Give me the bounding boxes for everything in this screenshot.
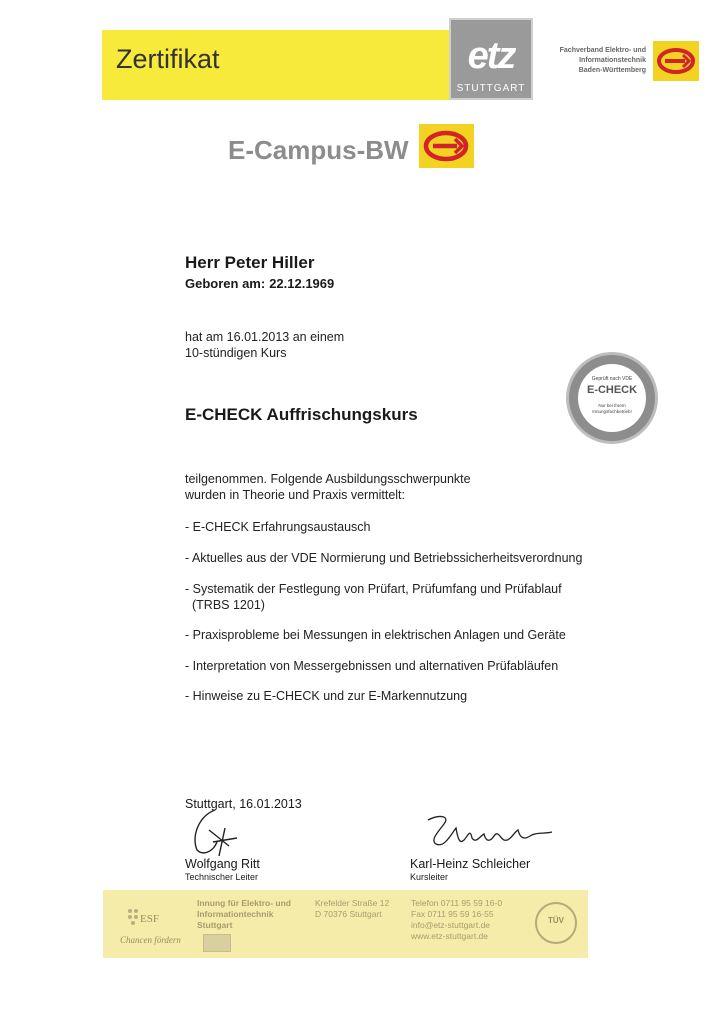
footer-org-line: Stuttgart [197, 920, 233, 930]
topic-item: - Systematik der Festlegung von Prüfart, Prüfumfang und Prüfablauf [185, 582, 562, 596]
signer-left-name: Wolfgang Ritt [185, 857, 260, 871]
esf-dots-icon [127, 908, 139, 926]
esf-tagline: Chancen fördern [120, 935, 181, 945]
seal-main-text: E-CHECK [586, 384, 638, 396]
campus-title: E-Campus-BW [228, 135, 409, 165]
footer-contact [411, 898, 502, 942]
footer-contact-line: Fax 0711 95 59 16-55 [411, 909, 494, 919]
etz-logo-city: STUTTGART [456, 83, 526, 94]
echeck-seal-inner [578, 364, 646, 432]
association-text [540, 46, 646, 76]
signature-place-date: Stuttgart, 16.01.2013 [185, 797, 302, 811]
birth-label: Geboren am: [185, 276, 266, 291]
footer-contact-line: info@etz-stuttgart.de [411, 920, 491, 930]
footer-org-line: Innung für Elektro- und [197, 898, 291, 908]
birth-date-line [185, 276, 334, 291]
seal-top-text: Geprüft nach VDE [591, 376, 633, 382]
topic-item: - Interpretation von Messergebnissen und alternativen Prüfabläufen [185, 659, 559, 673]
footer-org-line: Informationtechnik [197, 909, 274, 919]
signer-left-role: Technischer Leiter [185, 872, 259, 882]
footer-address-line: D 70376 Stuttgart [315, 909, 382, 919]
topic-item: - Aktuelles aus der VDE Normierung und Betriebssicherheitsverordnung [185, 551, 583, 565]
intro-line: hat am 16.01.2013 an einem [185, 330, 345, 344]
topic-item: - Hinweise zu E-CHECK und zur E-Markennutzung [185, 689, 468, 703]
eu-flag-icon [203, 934, 231, 952]
tuv-seal [535, 902, 577, 944]
footer-address [315, 898, 389, 920]
participation-line: wurden in Theorie und Praxis vermittelt: [185, 488, 406, 502]
esf-logo [115, 902, 185, 952]
footer-org [197, 898, 291, 931]
footer-address-line: Krefelder Straße 12 [315, 898, 390, 908]
echeck-seal [566, 352, 658, 444]
footer-contact-line: Telefon 0711 95 59 16-0 [411, 898, 503, 908]
signer-right-name: Karl-Heinz Schleicher [410, 857, 531, 871]
topic-item: - E-CHECK Erfahrungsaustausch [185, 520, 371, 534]
etz-logo-word: etz [467, 35, 515, 77]
e-mark-icon [653, 41, 699, 81]
signature-schleicher [420, 810, 560, 854]
topic-item: - Praxisprobleme bei Messungen in elektrischen Anlagen und Geräte [185, 628, 566, 642]
e-mark-icon [419, 124, 474, 168]
signature-ritt [185, 806, 245, 860]
course-title: E-CHECK Auffrischungskurs [185, 405, 418, 424]
etz-logo [449, 18, 533, 100]
topic-item-continuation: (TRBS 1201) [192, 598, 265, 612]
certificate-title: Zertifikat [116, 44, 220, 74]
tuv-seal-text: TÜV [548, 916, 564, 925]
association-line: Baden-Württemberg [578, 67, 646, 74]
participation-line: teilgenommen. Folgende Ausbildungsschwerpunkte [185, 472, 471, 486]
birth-date: 22.12.1969 [269, 276, 335, 291]
footer-contact-line: www.etz-stuttgart.de [411, 931, 489, 941]
esf-word: ESF [140, 913, 159, 925]
footer-band [103, 890, 588, 958]
intro-line: 10-stündigen Kurs [185, 346, 287, 360]
association-line: Informationstechnik [579, 57, 646, 64]
seal-bottom-text: Nur bei Ihrem Innungsfachbetrieb! [592, 403, 632, 414]
signer-right-role: Kursleiter [410, 872, 449, 882]
recipient-name: Herr Peter Hiller [185, 253, 315, 272]
association-line: Fachverband Elektro- und [559, 47, 646, 54]
